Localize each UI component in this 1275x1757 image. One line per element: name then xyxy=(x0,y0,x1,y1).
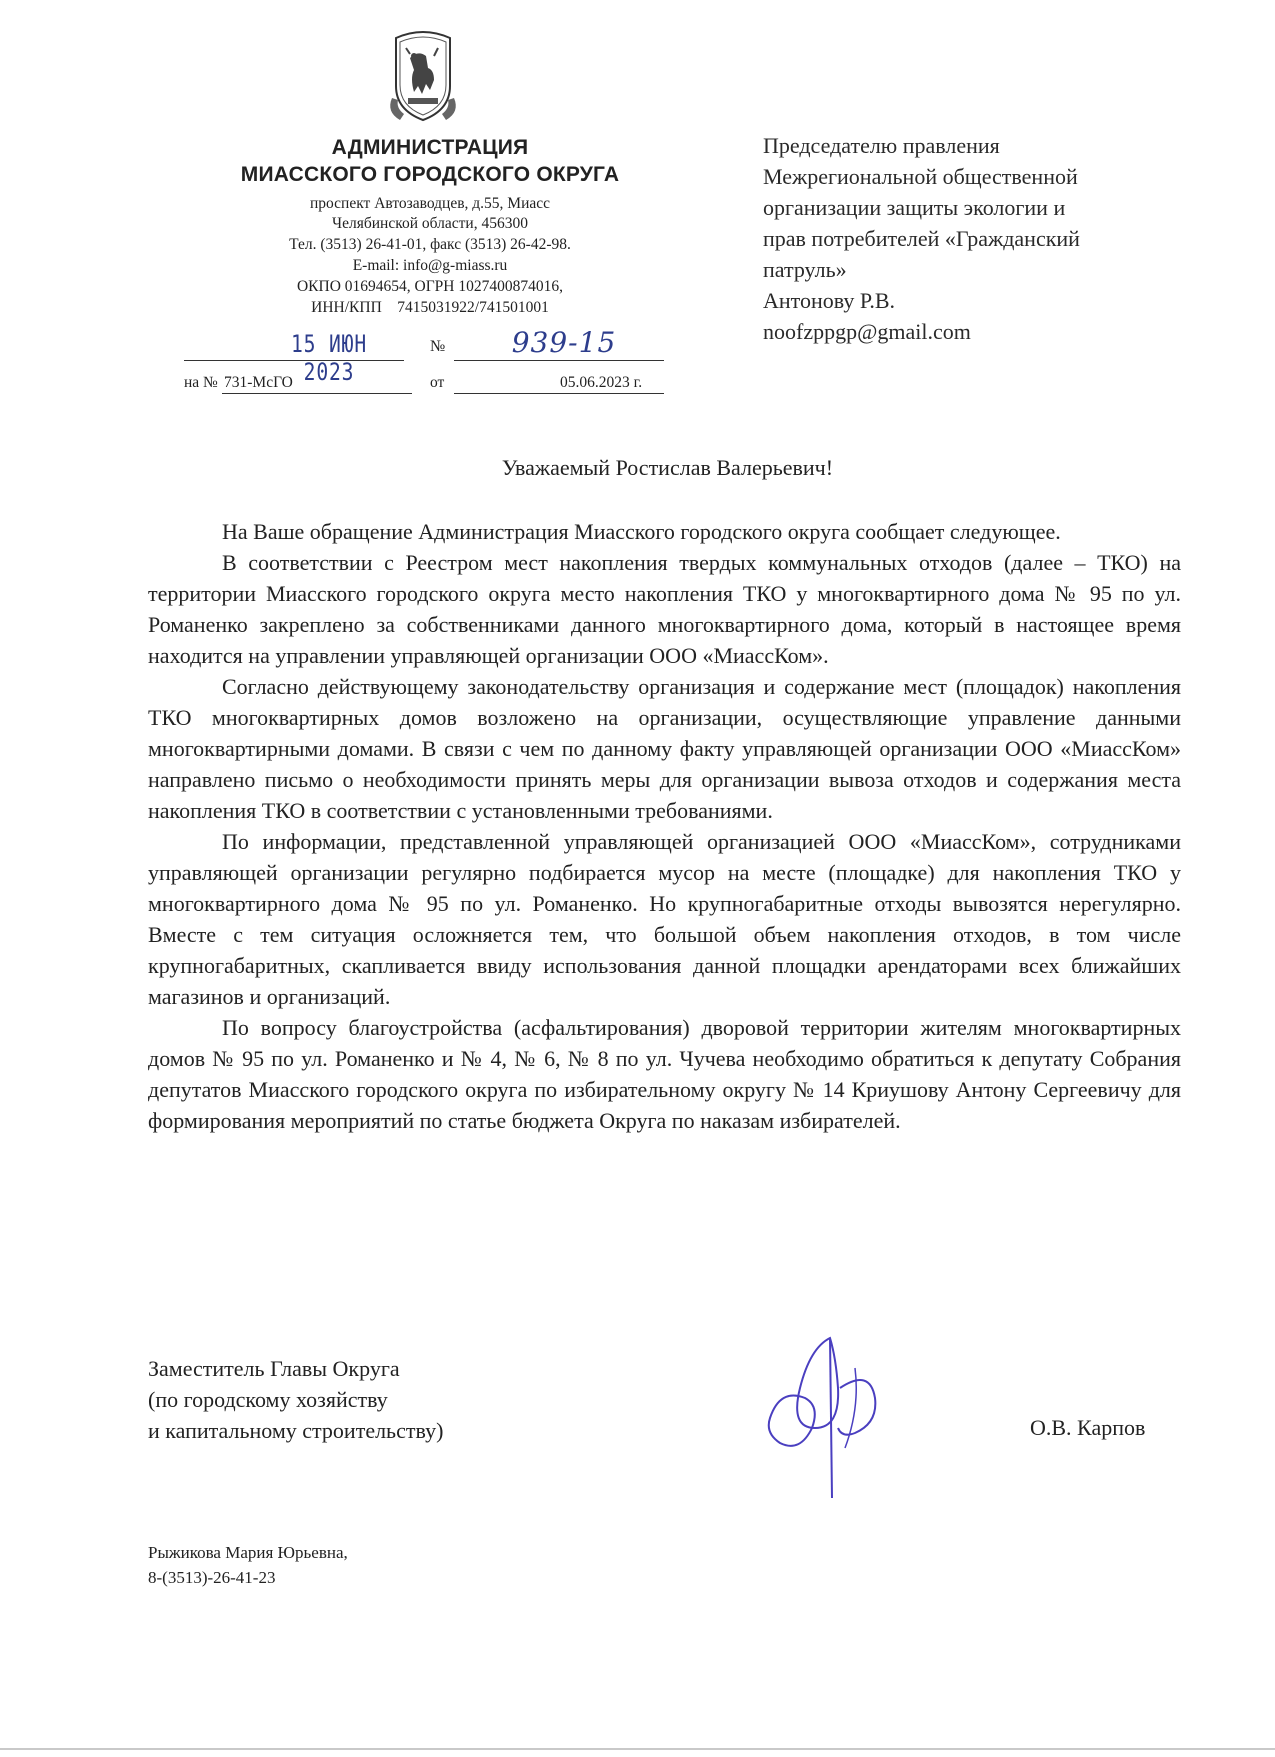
body-paragraph: На Ваше обращение Администрация Миасского городского округа сообщает следующее. xyxy=(222,519,1061,544)
recipient-email: noofzppgp@gmail.com xyxy=(763,319,971,344)
reply-date-underline xyxy=(454,393,664,394)
org-email-line: E-mail: info@g-miass.ru xyxy=(352,257,508,274)
recipient-line: патруль» xyxy=(763,257,847,282)
org-phone-line: Тел. (3513) 26-41-01, факс (3513) 26-42-98. xyxy=(289,236,571,253)
body-paragraph: По информации, представленной управляющей организацией ООО «МиассКом», сотрудниками управляющей организации регулярно подбирается мусор на месте (площадке) для накопления ТКО у многоквартирного дома № 95 по ул. Романенко. Но крупногабаритные отходы вывозятся нерегулярно. Вместе с тем ситуация осложняется тем, что большой объем накопления отходов, в том числе крупногабаритных, скапливается ввиду использования данной площадки арендаторами всех ближайших магазинов и организаций. xyxy=(148,829,1181,1009)
recipient-line: организации защиты экологии и xyxy=(763,195,1066,220)
body-paragraph: Согласно действующему законодательству организация и содержание мест (площадок) накопления ТКО многоквартирных домов возложено на организации, осуществляющие управление данными многоквартирными домами. В связи с чем по данному факту управляющей организации ООО «МиассКом» направлено письмо о необходимости принять меры для организации вывоза отходов и содержания места накопления ТКО в соответствии с установленными требованиями. xyxy=(148,674,1181,823)
executor-name: Рыжикова Мария Юрьевна, xyxy=(148,1543,348,1562)
reply-number-underline xyxy=(222,393,412,394)
handwritten-signature xyxy=(760,1328,900,1508)
scan-edge xyxy=(0,1748,1275,1750)
executor-phone: 8-(3513)-26-41-23 xyxy=(148,1568,276,1587)
reply-date: 05.06.2023 г. xyxy=(560,374,643,391)
outgoing-number: 939-15 xyxy=(511,326,617,359)
executor-contact xyxy=(148,1540,348,1590)
letter-body xyxy=(148,516,1181,1136)
org-registry-line: ОКПО 01694654, ОГРН 1027400874016, xyxy=(296,278,563,295)
reply-number: 731-МсГО xyxy=(224,374,293,391)
number-label: № xyxy=(430,338,446,355)
city-emblem-icon xyxy=(384,28,462,126)
org-title-line1: АДМИНИСТРАЦИЯ xyxy=(331,136,529,159)
reply-from-label: от xyxy=(430,374,445,391)
recipient-line: прав потребителей «Гражданский xyxy=(763,226,1080,251)
signatory-title xyxy=(148,1353,443,1446)
body-paragraph: По вопросу благоустройства (асфальтирования) дворовой территории жителям многоквартирных домов № 95 по ул. Романенко и № 4, № 6, № 8 по ул. Чучева необходимо обратиться к депутату Собрания депутатов Миасского городского округа по избирательному округу № 14 Криушову Антону Сергеевичу для формирования мероприятий по статье бюджета Округа по наказам избирателей. xyxy=(148,1015,1181,1133)
recipient-line: Межрегиональной общественной xyxy=(763,164,1078,189)
recipient-name: Антонову Р.В. xyxy=(763,288,896,313)
org-address-line: Челябинской области, 456300 xyxy=(332,215,528,232)
org-address-line: проспект Автозаводцев, д.55, Миасс xyxy=(309,195,551,212)
signatory-title-line: Заместитель Главы Округа xyxy=(148,1356,400,1381)
org-title-line2: МИАССКОГО ГОРОДСКОГО ОКРУГА xyxy=(240,163,620,186)
signatory-title-line: (по городскому хозяйству xyxy=(148,1387,388,1412)
org-tax-line: ИНН/КПП 7415031922/741501001 xyxy=(311,299,549,316)
date-stamp: 15 ИЮН 2023 xyxy=(290,330,368,386)
reply-row xyxy=(184,372,664,396)
recipient-block xyxy=(763,130,1183,347)
recipient-line: Председателю правления xyxy=(763,133,1000,158)
number-underline xyxy=(454,360,664,361)
signatory-name: О.В. Карпов xyxy=(1030,1415,1146,1440)
signatory-title-line: и капитальному строительству) xyxy=(148,1418,444,1443)
body-paragraph: В соответствии с Реестром мест накопления твердых коммунальных отходов (далее – ТКО) на территории Миасского городского округа место накопления ТКО у многоквартирного дома № 95 по ул. Романенко закреплено за собственниками данного многоквартирного дома, который в настоящее время находится на управлении управляющей организации ООО «МиассКом». xyxy=(148,550,1181,668)
reply-prefix: на № xyxy=(184,374,218,391)
salutation: Уважаемый Ростислав Валерьевич! xyxy=(501,455,834,480)
